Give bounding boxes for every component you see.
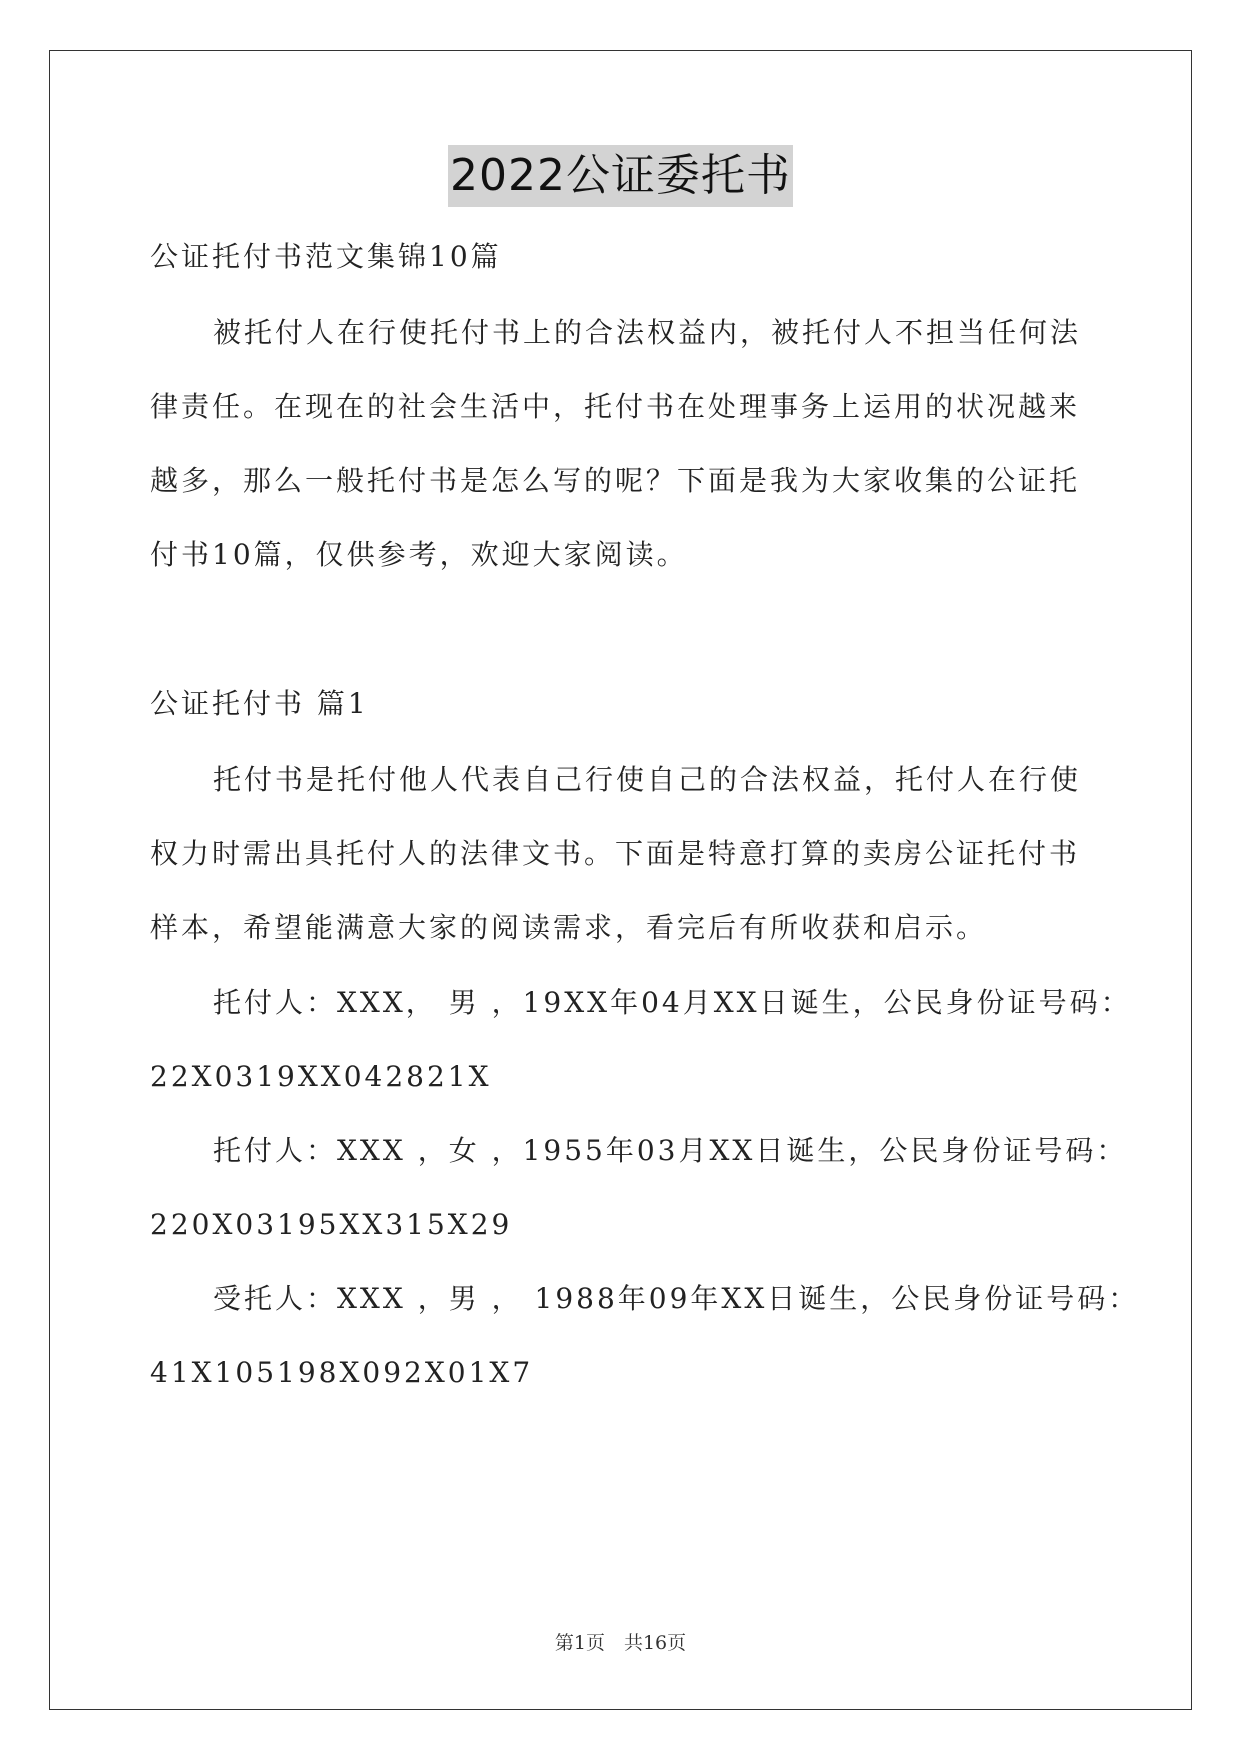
party3-info: 受托人：XXX ，男 ， 1988年09年XX日诞生，公民身份证号码： [213,1282,1140,1315]
page-footer: 第1页 共16页 [554,1632,687,1654]
title-container [0,145,1241,207]
intro-line-3: 越多，那么一般托付书是怎么写的呢？下面是我为大家收集的公证托 [150,464,1081,497]
section1-line-1: 托付书是托付他人代表自己行使自己的合法权益，托付人在行使 [213,763,1082,796]
page-border [49,50,1192,1710]
document-title: 2022公证委托书 [448,145,793,207]
document-subtitle: 公证托付书范文集锦10篇 [150,240,502,273]
intro-line-4: 付书10篇，仅供参考，欢迎大家阅读。 [150,538,688,571]
party2-info: 托付人：XXX ，女 ，1955年03月XX日诞生，公民身份证号码： [213,1134,1128,1167]
party1-info: 托付人：XXX， 男 ，19XX年04月XX日诞生，公民身份证号码： [213,986,1132,1019]
section1-line-3: 样本，希望能满意大家的阅读需求，看完后有所收获和启示。 [150,911,988,944]
intro-line-1: 被托付人在行使托付书上的合法权益内，被托付人不担当任何法 [213,316,1082,349]
party3-id-number: 41X105198X092X01X7 [150,1356,534,1389]
intro-line-2: 律责任。在现在的社会生活中，托付书在处理事务上运用的状况越来 [150,390,1081,423]
party1-id-number: 22X0319XX042821X [150,1060,492,1093]
section-heading: 公证托付书 篇1 [150,687,369,720]
section1-line-2: 权力时需出具托付人的法律文书。下面是特意打算的卖房公证托付书 [150,837,1081,870]
party2-id-number: 220X03195XX315X29 [150,1208,513,1241]
